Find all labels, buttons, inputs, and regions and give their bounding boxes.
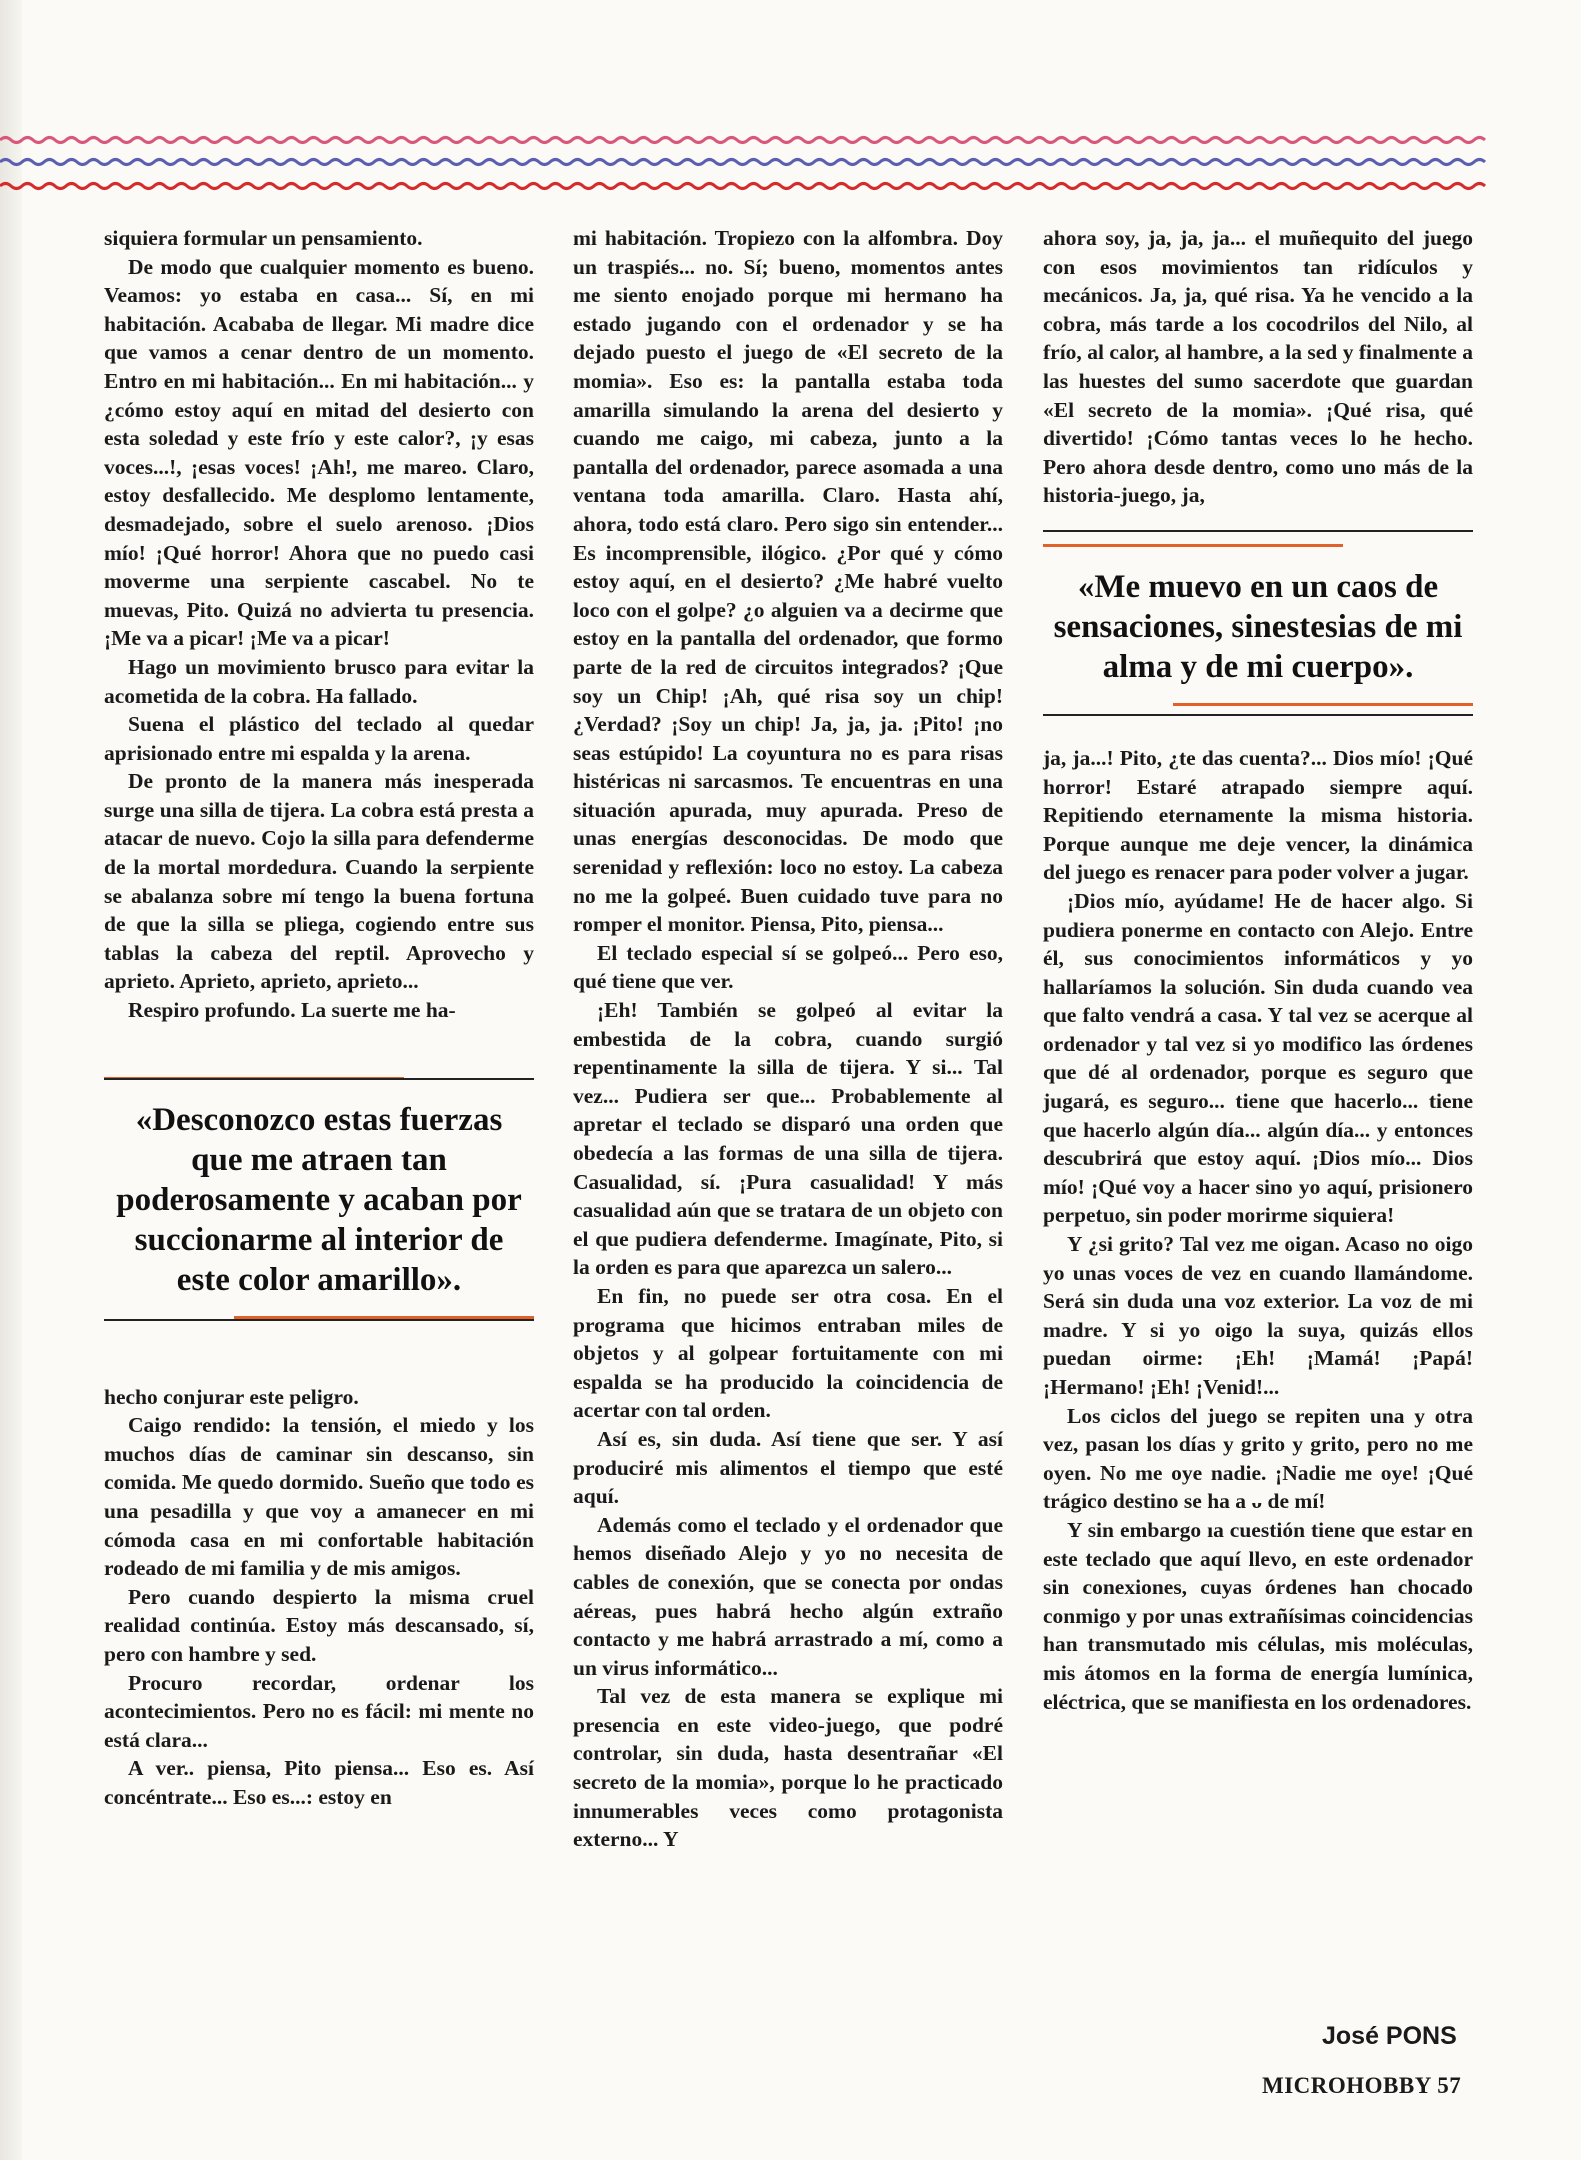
paragraph: A ver.. piensa, Pito piensa... Eso es. Así concéntrate... Eso es...: estoy en (104, 1756, 534, 1809)
paragraph: Pero cuando despierto la misma cruel realidad continúa. Estoy más descansado, sí, pero con hambre y sed. (104, 1584, 534, 1666)
black-rule (1043, 530, 1473, 532)
pull-quote-box-1 (104, 1077, 534, 1321)
article-column-2 (573, 224, 1003, 1854)
wave-line-red (0, 184, 1485, 189)
wave-line-pink (0, 138, 1485, 143)
paragraph: mi habitación. Tropiezo con la alfombra. Doy un traspiés... no. Sí; bueno, momentos antes me siento enojado porque mi hermano ha estado jugando con el ordenador y se ha dejado puesto el juego de «El secreto de la momia». Eso es: la pantalla estaba toda amarilla simulando la arena del desierto y cuando me caigo, mi cabeza, junto a la pantalla del ordenador, parece asomada a una ventana toda amarilla. Claro. Hasta ahí, ahora, todo está claro. Pero sigo sin entender... Es incomprensible, ilógico. ¿Por qué y cómo estoy aquí, en el desierto? ¿Me habré vuelto loco con el golpe? ¿o alguien va a decirme que estoy en la pantalla del ordenador, que formo parte de la red de circuitos integrados? ¡Que soy un Chip! ¡Ah, qué risa soy un chip! ¿Verdad? ¡Soy un chip! Ja, ja, ja. ¡Pito! ¡no seas estúpido! La coyuntura no es para risas histéricas ni sarcasmos. Te encuentras en una situación apurada, muy apurada. Preso de unas energías desconocidas. De modo que serenidad y reflexión: loco no estoy. La cabeza no me la golpeé. Buen cuidado tuve para no romper el monitor. Piensa, Pito, piensa... (573, 226, 1003, 937)
column-1-text-top (104, 224, 534, 1025)
black-rule (104, 1319, 534, 1321)
paragraph: Caigo rendido: la tensión, el miedo y los muchos días de caminar sin descanso, sin comida. Me quedo dormido. Sueño que todo es una pesadilla y que voy a amanecer en mi cómoda casa en mi confortable habitación rodeado de mi familia y de mis amigos. (104, 1413, 534, 1581)
pull-quote-1: «Desconozco estas fuerzas que me atraen tan poderosamente y acaban por succionarme al interior de este color amarillo». (116, 1101, 522, 1298)
paragraph: ¡Dios mío, ayúdame! He de hacer algo. Si pudiera ponerme en contacto con Alejo. Entre él, sus conocimientos informáticos y yo hallaríamos la solución. Sin duda cuando vea que falto vendrá a casa. Y tal vez se acerque al ordenador y tal vez si yo modifico las órdenes que dé al ordenador, porque es seguro que jugará, es seguro... tiene que hacerlo... tiene que hacerlo algún día... algún día... y entonces descubrirá que estoy aquí. ¡Dios mío... Dios mío! ¡Qué voy a hacer sino yo aquí, prisionero perpetuo, sin poder morirme siquiera! (1043, 888, 1473, 1228)
paragraph: El teclado especial sí se golpeó... Pero eso, qué tiene que ver. (573, 940, 1003, 994)
pull-quote-box-2 (1043, 530, 1473, 716)
paragraph: Y sin embargo ıa cuestión tiene que estar en este teclado que aquí llevo, en este ordenador sin conexiones, cuyas órdenes han chocado conmigo y por unas extrañísimas coincidencias han transmutado mis células, mis moléculas, mis átomos en la forma de energía lumínica, eléctrica, que se manifiesta en los ordenadores. (1043, 1517, 1473, 1714)
paragraph: Suena el plástico del teclado al quedar aprisionado entre mi espalda y la arena. (104, 712, 534, 765)
page-folio: MICROHOBBY 57 (1262, 2073, 1462, 2098)
paragraph: hecho conjurar este peligro. (104, 1384, 359, 1409)
article-column-1 (104, 224, 534, 1812)
black-rule (1043, 714, 1473, 716)
paragraph: De modo que cualquier momento es bueno. Veamos: yo estaba en casa... Sí, en mi habitación. Acababa de llegar. Mi madre dice que vamos a cenar dentro de un momento. Entro en mi habitación... En mi habitación... y ¿cómo estoy aquí en mitad del desierto con esta soledad y este frío y este calor?, ¡y esas voces...!, ¡esas voces! ¡Ah!, me mareo. Claro, estoy desfallecido. Me desplomo lentamente, desmadejado, sobre el suelo arenoso. ¡Dios mío! ¡Qué horror! Ahora que no puedo casi moverme una serpiente cascabel. No te muevas, Pito. Quizá no advierta tu presencia. ¡Me va a picar! ¡Me va a picar! (104, 254, 534, 651)
column-3-text-top (1043, 224, 1473, 510)
page-binding-shadow (0, 0, 22, 2160)
paragraph: Hago un movimiento brusco para evitar la acometida de la cobra. Ha fallado. (104, 654, 534, 708)
column-3-text-bottom (1043, 744, 1473, 1716)
paragraph: ahora soy, ja, ja, ja... el muñequito del juego con esos movimientos tan ridículos y mecánicos. Ja, ja, qué risa. Ya he vencido a la cobra, más tarde a los cocodrilos del Nilo, al frío, al calor, al hambre, a la sed y finalmente a las huestes del sumo sacerdote que guardan «El secreto de la momia». ¡Qué risa, qué divertido! ¡Cómo tantas veces lo he hecho. Pero ahora desde dentro, como uno más de la historia-juego, ja, (1043, 226, 1473, 508)
paragraph: ja, ja...! Pito, ¿te das cuenta?... Dios mío! ¡Qué horror! Estaré atrapado siempre aquí. Repitiendo eternamente la misma historia. Porque aunque me deje vencer, la dinámica del juego es renacer para poder volver a jugar. (1043, 745, 1473, 885)
paragraph: De pronto de la manera más inesperada surge una silla de tijera. La cobra está presta a atacar de nuevo. Cojo la silla para defenderme de la mortal mordedura. Cuando la serpiente se abalanza sobre mí tengo la buena fortuna de que la silla se pliega, cogiendo entre sus tablas la cabeza del reptil. Aprovecho y aprieto. Aprieto, aprieto, aprieto... (104, 769, 534, 994)
paragraph: Los ciclos del juego se repiten una y otra vez, pasan los días y grito y grito, pero no me oyen. No me oye nadie. ¡Nadie me oye! ¡Qué trágico destino se ha a ᴗ de mí! (1043, 1403, 1473, 1514)
paragraph: Procuro recordar, ordenar los acontecimientos. Pero no es fácil: mi mente no está clara... (104, 1670, 534, 1752)
paragraph: Respiro profundo. La suerte me ha- (128, 998, 456, 1023)
column-1-text-bottom (104, 1383, 534, 1812)
pull-quote-2: «Me muevo en un caos de sensaciones, sinestesias de mi alma y de mi cuerpo». (1053, 568, 1463, 685)
wave-line-blue (0, 160, 1485, 165)
paragraph: En fin, no puede ser otra cosa. En el programa que hicimos entraban miles de objetos y al golpear fortuitamente con mi espalda se ha producido la coincidencia de acertar con tal orden. (573, 1283, 1003, 1423)
orange-rule (1173, 703, 1473, 706)
paragraph: ¡Eh! También se golpeó al evitar la embestida de la cobra, cuando surgió repentinamente la silla de tijera. Y si... Tal vez... Pudiera ser que... Probablemente al apretar el teclado se disparó una orden que obedecía a las formas de una silla de tijera. Casualidad, sí. ¡Pura casualidad! Y más casualidad aún que se tratara de un objeto con el que pudiera defenderme. Imagínate, Pito, si la orden es para que aparezca un salero... (573, 998, 1003, 1280)
article-column-3 (1043, 224, 1473, 1716)
paragraph: Además como el teclado y el ordenador que hemos diseñado Alejo y yo no necesita de cables de conexión, que se conecta por ondas aéreas, pues habrá hecho algún extraño contacto y me habrá arrastrado a mí, como a un virus informático... (573, 1512, 1003, 1680)
paragraph: siquiera formular un pensamiento. (104, 226, 423, 250)
paragraph: Así es, sin duda. Así tiene que ser. Y así produciré mis alimentos el tiempo que esté aquí. (573, 1426, 1003, 1509)
author-signature: José PONS (1322, 2022, 1457, 2050)
paragraph: Tal vez de esta manera se explique mi presencia en este video-juego, que podré controlar, sin duda, hasta desentrañar «El secreto de la momia», porque lo he practicado innumerables veces como protagonista externo... Y (573, 1684, 1003, 1852)
paragraph: Y ¿si grito? Tal vez me oigan. Acaso no oigo yo unas voces de vez en cuando llamándome. Será sin duda una voz exterior. La voz de mi madre. Y si yo oigo la suya, quizás ellos puedan oirme: ¡Eh! ¡Mamá! ¡Papá! ¡Hermano! ¡Eh! ¡Venid!... (1043, 1232, 1473, 1399)
wavy-decorative-border (0, 128, 1500, 208)
